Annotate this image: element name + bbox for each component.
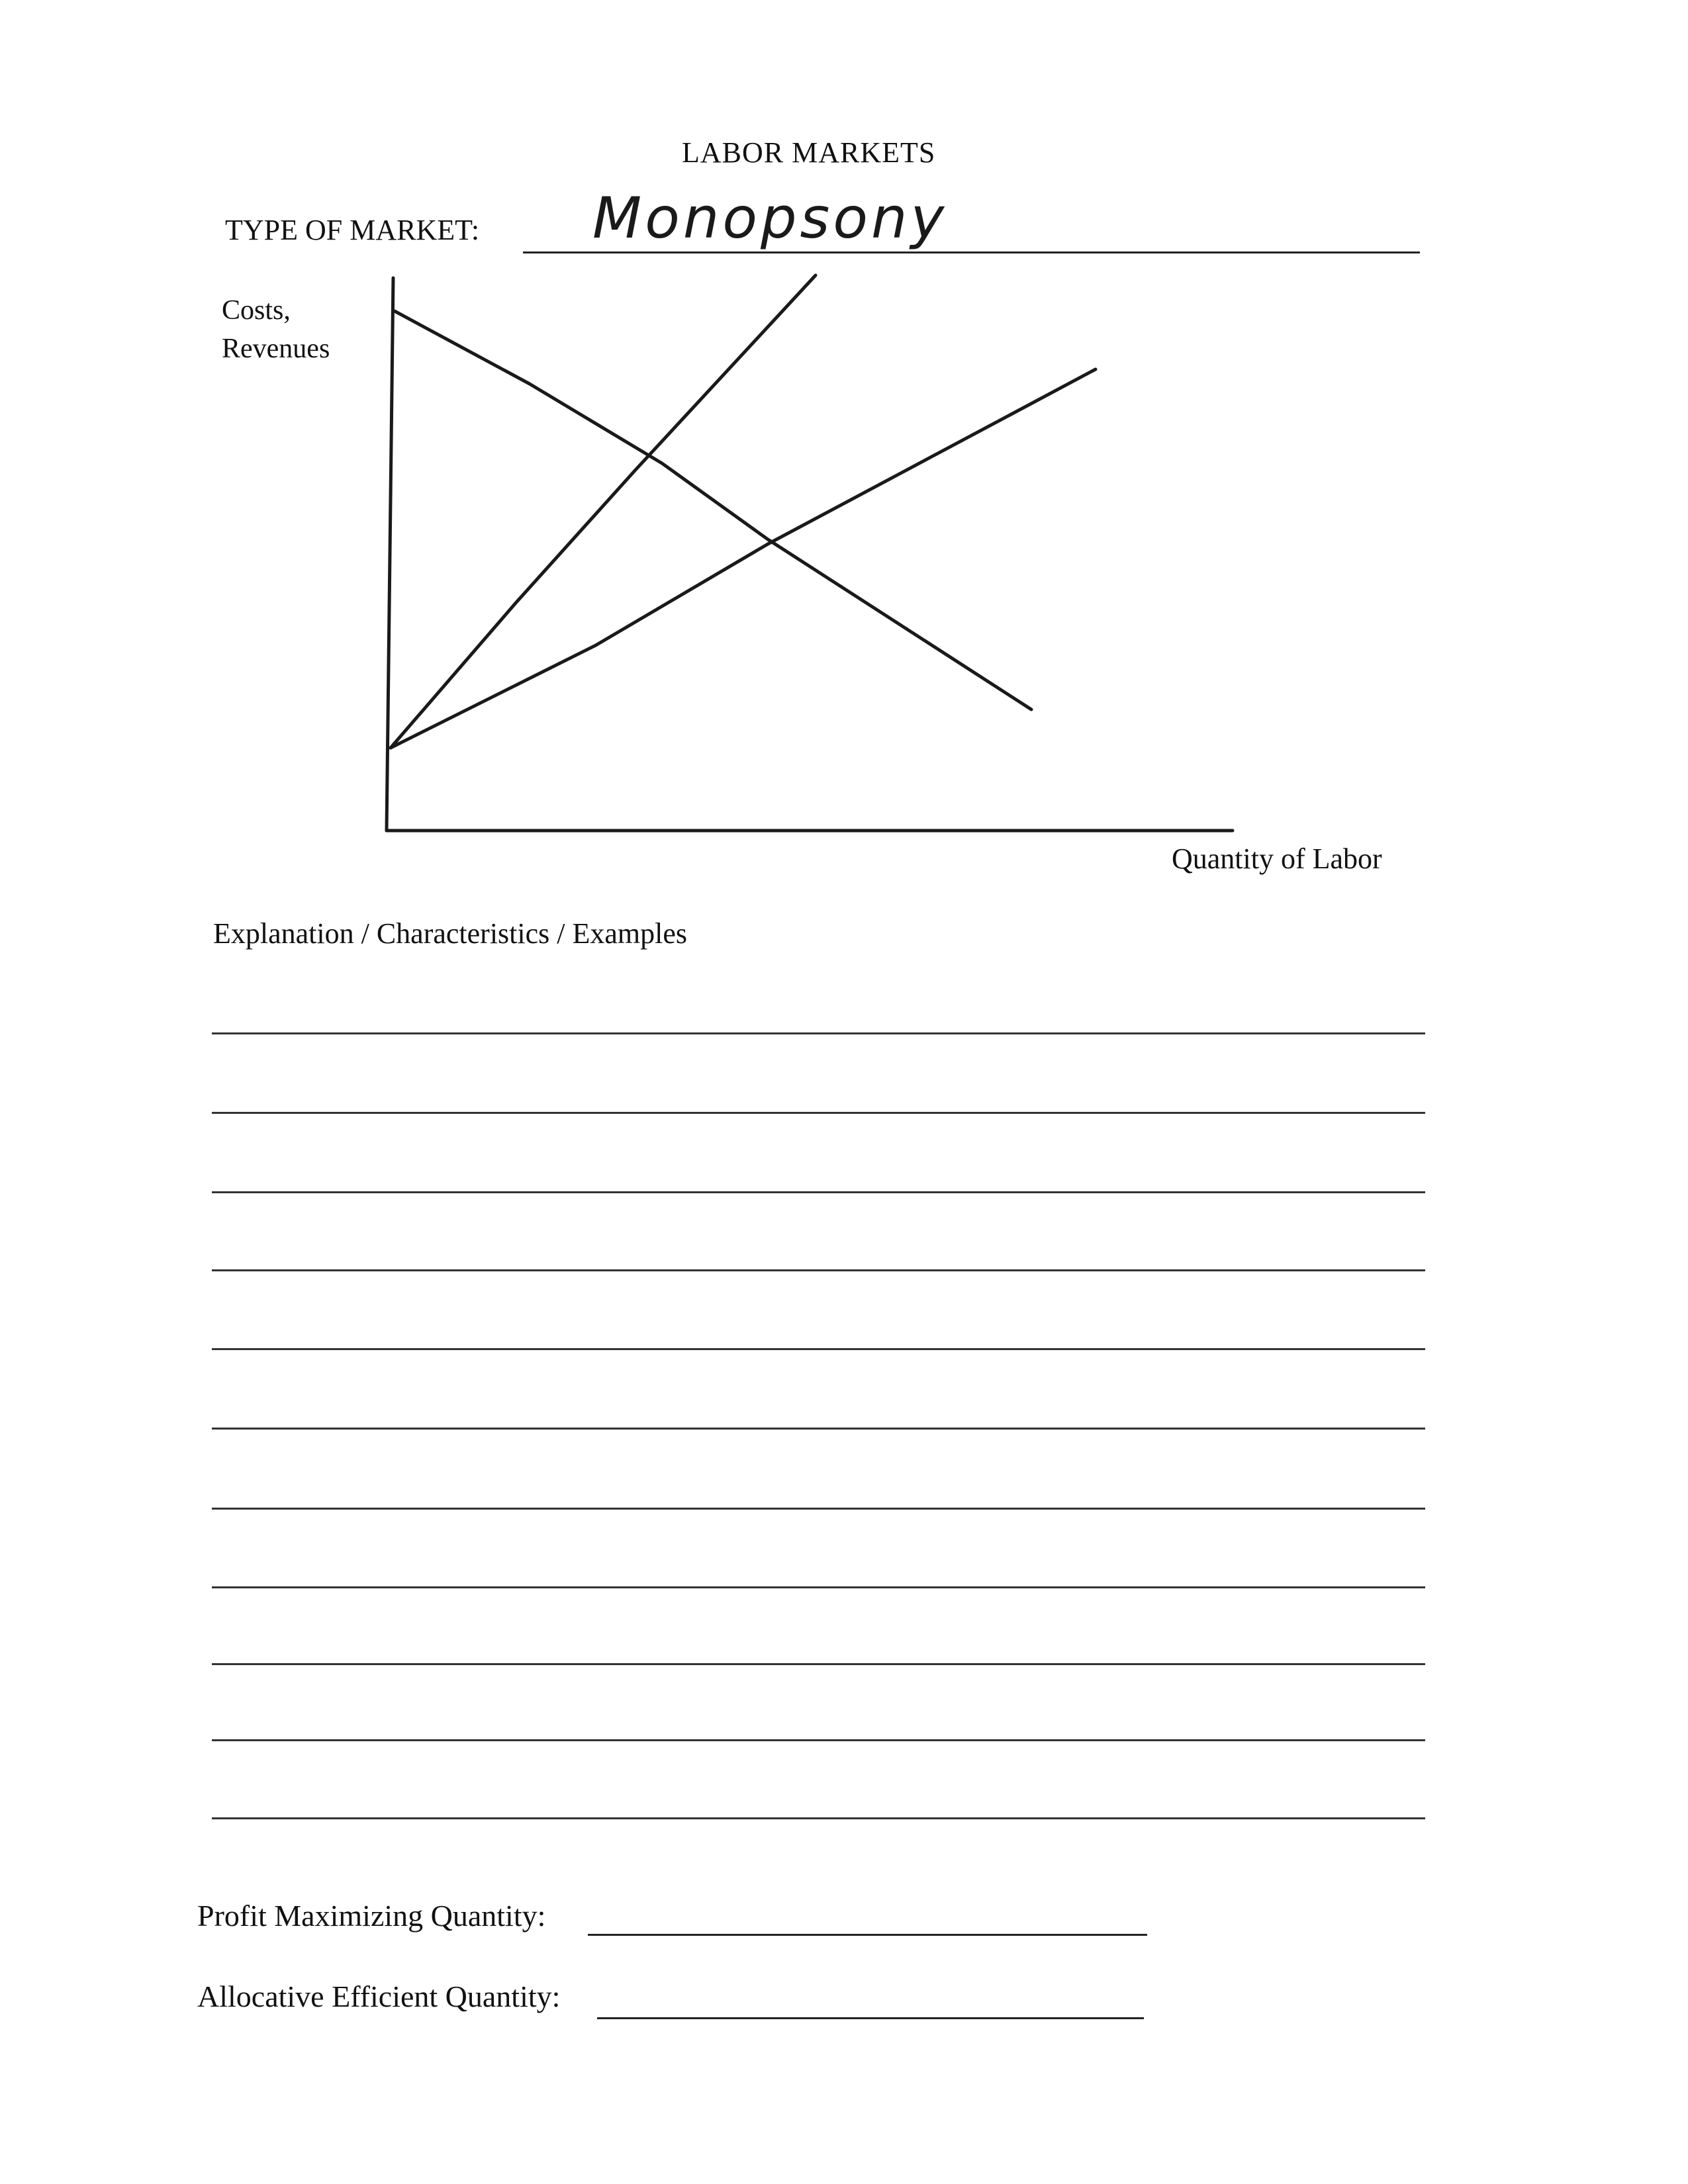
x-axis-label: Quantity of Labor [1172,842,1382,875]
explanation-line-1[interactable] [212,1032,1425,1034]
explanation-line-7[interactable] [212,1508,1425,1510]
y-axis-label-line2: Revenues [222,334,330,364]
explanation-line-3[interactable] [212,1191,1425,1193]
type-of-market-handwritten-value[interactable]: Monopsony [592,185,948,251]
explanation-line-11[interactable] [212,1817,1425,1819]
type-of-market-label: TYPE OF MARKET: [225,214,480,246]
allocative-efficient-field[interactable] [597,2017,1144,2019]
profit-maximizing-field[interactable] [588,1934,1147,1936]
profit-maximizing-label: Profit Maximizing Quantity: [197,1899,546,1933]
allocative-efficient-label: Allocative Efficient Quantity: [197,1979,561,2013]
y-axis-label-line1: Costs, [222,295,291,326]
explanation-heading: Explanation / Characteristics / Examples [213,917,688,950]
explanation-line-10[interactable] [212,1739,1425,1741]
explanation-line-8[interactable] [212,1586,1425,1588]
explanation-line-5[interactable] [212,1348,1425,1350]
explanation-line-2[interactable] [212,1112,1425,1114]
page-title: LABOR MARKETS [682,136,936,169]
explanation-line-4[interactable] [212,1269,1425,1271]
explanation-line-9[interactable] [212,1663,1425,1665]
explanation-line-6[interactable] [212,1428,1425,1430]
